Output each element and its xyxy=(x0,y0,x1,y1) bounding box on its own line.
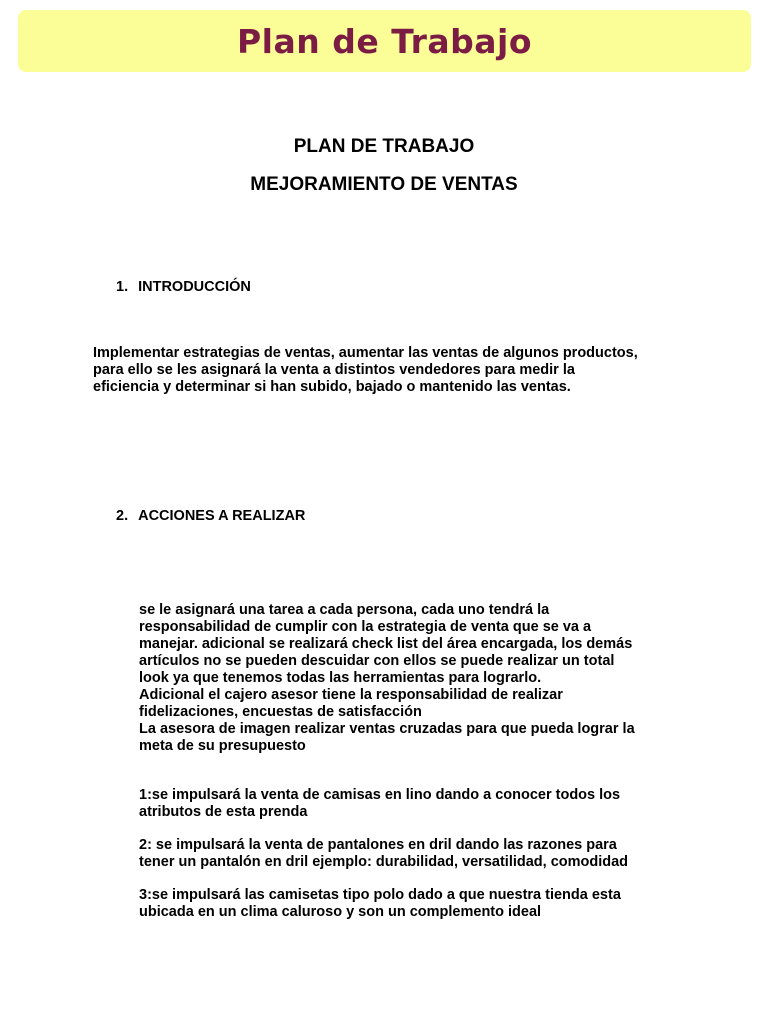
paragraph-line: atributos de esta prenda xyxy=(139,804,308,820)
paragraph-line: artículos no se pueden descuidar con ellos se puede realizar un total xyxy=(139,653,615,669)
paragraph-line: 2: se impulsará la venta de pantalones en dril dando las razones para xyxy=(139,837,617,853)
section-heading-acciones xyxy=(116,508,305,524)
paragraph-line: manejar. adicional se realizará check list del área encargada, los demás xyxy=(139,636,633,652)
section-title: INTRODUCCIÓN xyxy=(138,279,251,295)
section-number: 1. xyxy=(116,279,129,295)
paragraph-line: eficiencia y determinar si han subido, bajado o mantenido las ventas. xyxy=(93,379,571,395)
document-subtitle: MEJORAMIENTO DE VENTAS xyxy=(250,174,518,195)
section-heading-introduccion xyxy=(116,279,251,295)
paragraph-line: look ya que tenemos todas las herramientas para lograrlo. xyxy=(139,670,542,686)
document-title: PLAN DE TRABAJO xyxy=(293,136,475,157)
paragraph-line: para ello se les asignará la venta a distintos vendedores para medir la xyxy=(93,362,575,378)
action-item-3 xyxy=(139,887,621,921)
introduction-paragraph xyxy=(93,345,638,396)
actions-paragraph xyxy=(139,602,635,755)
paragraph-line: tener un pantalón en dril ejemplo: durabilidad, versatilidad, comodidad xyxy=(139,854,629,870)
paragraph-line: La asesora de imagen realizar ventas cruzadas para que pueda lograr la xyxy=(139,721,635,737)
paragraph-line: meta de su presupuesto xyxy=(139,738,306,754)
paragraph-line: Implementar estrategias de ventas, aumentar las ventas de algunos productos, xyxy=(93,345,638,361)
action-item-1 xyxy=(139,787,620,821)
paragraph-line: 1:se impulsará la venta de camisas en lino dando a conocer todos los xyxy=(139,787,621,803)
banner-title: Plan de Trabajo xyxy=(236,21,533,61)
paragraph-line: 3:se impulsará las camisetas tipo polo dado a que nuestra tienda esta xyxy=(139,887,621,903)
paragraph-line: responsabilidad de cumplir con la estrategia de venta que se va a xyxy=(139,619,592,635)
paragraph-line: ubicada en un clima caluroso y son un complemento ideal xyxy=(139,904,542,920)
paragraph-line: fidelizaciones, encuestas de satisfacción xyxy=(139,704,422,720)
paragraph-line: se le asignará una tarea a cada persona, cada uno tendrá la xyxy=(139,602,550,618)
paragraph-line: Adicional el cajero asesor tiene la responsabilidad de realizar xyxy=(139,687,563,703)
title-banner xyxy=(18,10,751,72)
section-number: 2. xyxy=(116,508,129,524)
section-title: ACCIONES A REALIZAR xyxy=(138,508,306,524)
action-item-2 xyxy=(139,837,628,871)
